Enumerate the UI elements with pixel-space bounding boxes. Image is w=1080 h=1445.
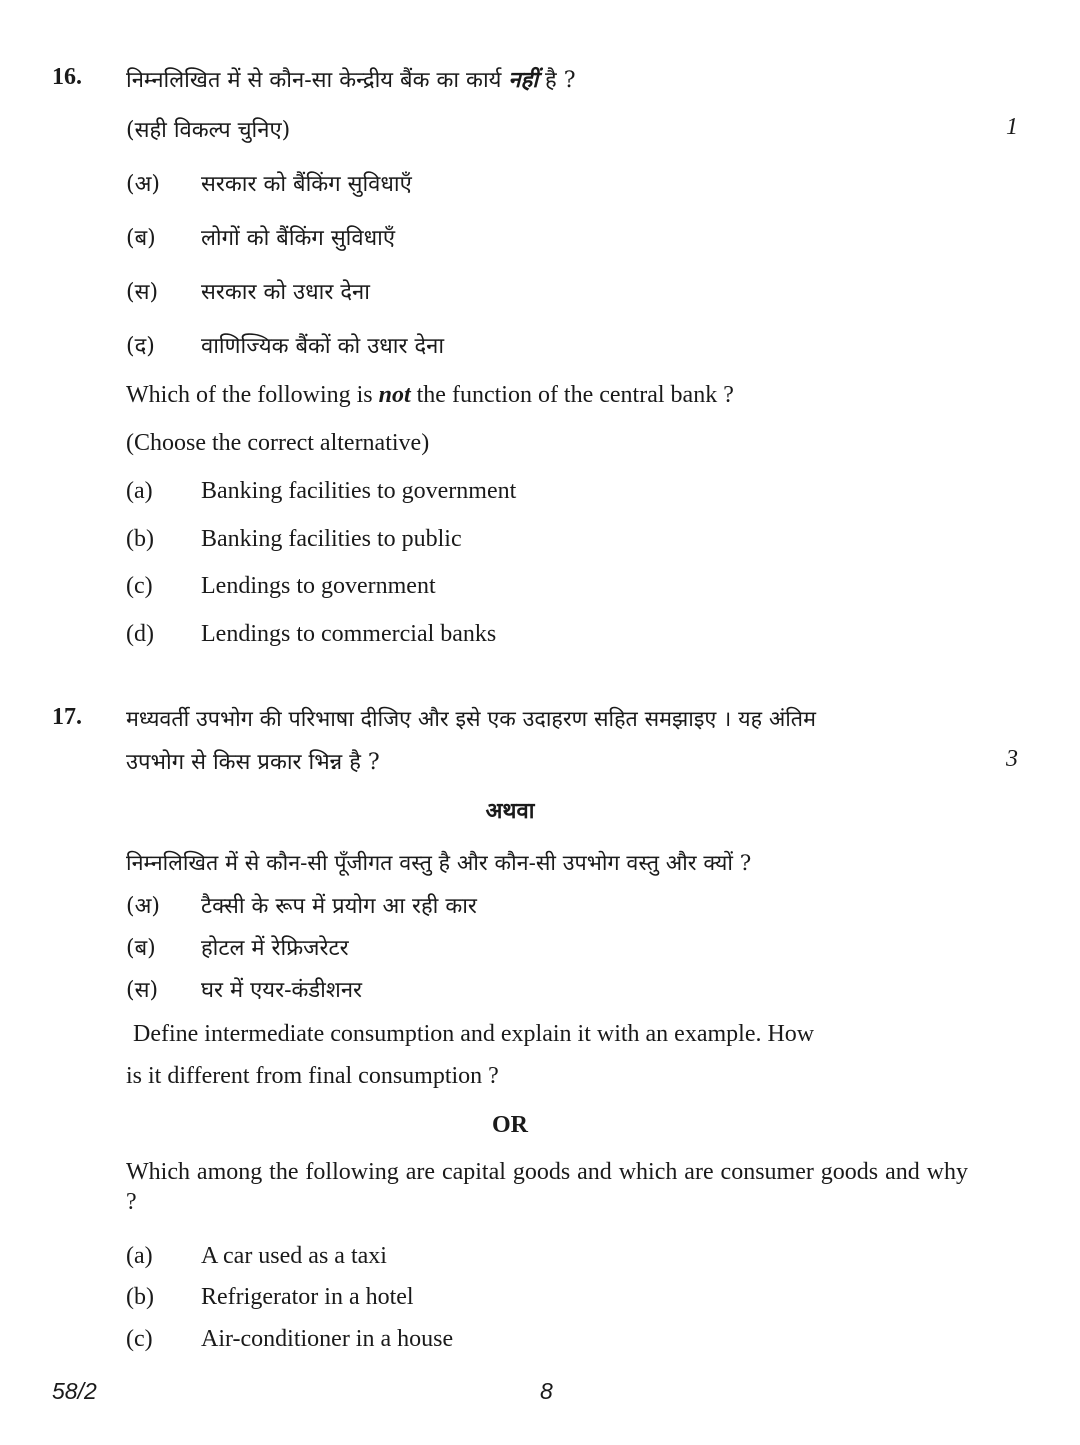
q17-en-option-label: (b): [126, 1284, 154, 1310]
q16-hindi-question-end: है ?: [545, 68, 576, 93]
q16-hi-option-label: (द): [126, 334, 155, 359]
q16-hi-option-text: सरकार को बैंकिंग सुविधाएँ: [201, 172, 412, 197]
q17-en-option-text: A car used as a taxi: [201, 1243, 387, 1269]
q16-marks: 1: [1006, 114, 1018, 140]
q16-english-question: [126, 382, 734, 409]
q17-hi-option-label: (अ): [126, 894, 160, 919]
q17-en-option-label: (c): [126, 1326, 153, 1352]
q16-en-option-label: (a): [126, 478, 153, 504]
q16-en-option-label: (b): [126, 526, 154, 552]
q16-english-question-text: Which of the following is: [126, 382, 373, 408]
q16-hindi-question: [126, 64, 576, 94]
q17-en-option-label: (a): [126, 1243, 153, 1269]
q17-hi-option-label: (स): [126, 978, 159, 1003]
q16-hi-option-text: सरकार को उधार देना: [201, 280, 370, 305]
q17-en-option-text: Air-conditioner in a house: [201, 1326, 454, 1352]
q17-hindi-question-line2: उपभोग से किस प्रकार भिन्न है ?: [126, 750, 380, 775]
page-number: 8: [540, 1378, 553, 1404]
q17-english-alt-question: Which among the following are capital goods and which are consumer goods and why ?: [126, 1159, 968, 1215]
q16-hindi-instruction: (सही विकल्प चुनिए): [126, 118, 291, 143]
q16-hi-option-label: (ब): [126, 226, 156, 251]
q16-en-option-text: Lendings to commercial banks: [201, 621, 497, 647]
q16-english-question-end: the function of the central bank ?: [416, 382, 734, 408]
q16-hi-option-label: (स): [126, 280, 159, 305]
paper-code: 58/2: [52, 1378, 97, 1404]
q17-hindi-alt-question: निम्नलिखित में से कौन-सी पूँजीगत वस्तु है और कौन-सी उपभोग वस्तु और क्यों ?: [126, 851, 752, 876]
q17-english-question-line1: Define intermediate consumption and explain it with an example. How: [133, 1021, 815, 1047]
q16-en-option-text: Banking facilities to government: [201, 478, 517, 504]
q16-hi-option-label: (अ): [126, 172, 160, 197]
q16-en-option-text: Banking facilities to public: [201, 526, 462, 552]
q16-hindi-emphasis: नहीं: [508, 67, 539, 93]
q16-en-option-text: Lendings to government: [201, 573, 436, 599]
q16-en-option-label: (d): [126, 621, 154, 647]
q17-marks: 3: [1006, 746, 1018, 772]
q17-hi-option-text: टैक्सी के रूप में प्रयोग आ रही कार: [201, 894, 477, 919]
q17-en-option-text: Refrigerator in a hotel: [201, 1284, 414, 1310]
q17-english-question-line2: is it different from final consumption ?: [126, 1063, 499, 1089]
q17-hi-option-text: होटल में रेफ्रिजरेटर: [201, 936, 349, 961]
q17-hindi-question-line1: मध्यवर्ती उपभोग की परिभाषा दीजिए और इसे एक उदाहरण सहित समझाइए । यह अंतिम: [126, 707, 816, 732]
q17-english-or: OR: [492, 1112, 528, 1138]
q16-hi-option-text: वाणिज्यिक बैंकों को उधार देना: [201, 334, 445, 359]
q17-hi-option-text: घर में एयर-कंडीशनर: [201, 978, 363, 1003]
q16-english-emphasis: not: [378, 382, 411, 408]
q16-en-option-label: (c): [126, 573, 153, 599]
q16-english-instruction: (Choose the correct alternative): [126, 430, 430, 456]
q16-hindi-question-text: निम्नलिखित में से कौन-सा केन्द्रीय बैंक का कार्य: [126, 68, 502, 93]
question-number-16: 16.: [52, 64, 82, 90]
q17-hi-option-label: (ब): [126, 936, 156, 961]
question-number-17: 17.: [52, 704, 82, 730]
q16-hi-option-text: लोगों को बैंकिंग सुविधाएँ: [201, 226, 396, 251]
q17-hindi-or: अथवा: [485, 798, 535, 824]
